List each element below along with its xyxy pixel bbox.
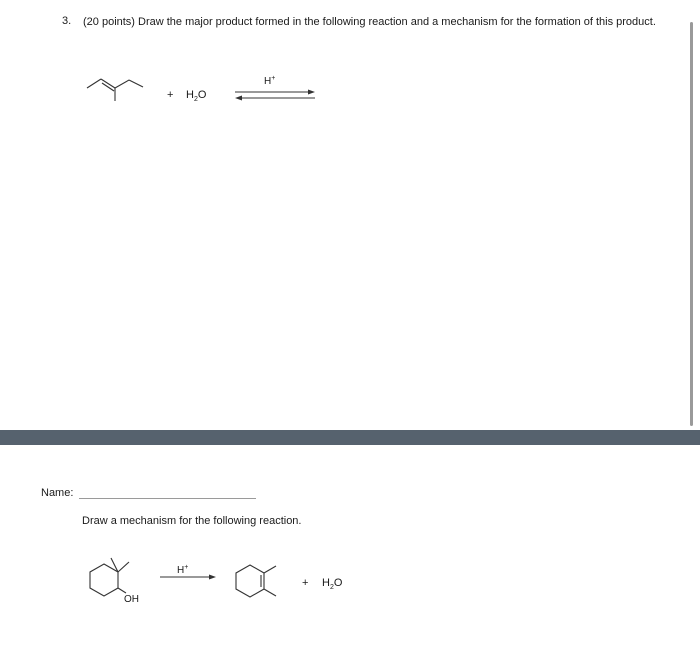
name-label: Name: [41, 487, 74, 499]
reaction-arrow [160, 575, 216, 580]
alcohol-reactant-structure [90, 558, 129, 596]
water-product: $H_2O$ [322, 577, 343, 591]
acid-catalyst-1: H+ [264, 75, 276, 87]
alkene-product-structure [236, 565, 276, 597]
question-text: (20 points) Draw the major product formed in the following reaction and a mechanism for the formation of this product. [83, 16, 656, 28]
instruction-text: Draw a mechanism for the following reaction. [82, 515, 302, 527]
acid-catalyst-2: H+ [177, 564, 189, 576]
plus-sign-2: + [302, 577, 309, 589]
plus-sign-1: + [167, 89, 174, 101]
water-reactant: $H_2O$ [186, 89, 207, 103]
question-number: 3. [62, 15, 72, 27]
hydroxyl-label: OH [124, 594, 139, 605]
